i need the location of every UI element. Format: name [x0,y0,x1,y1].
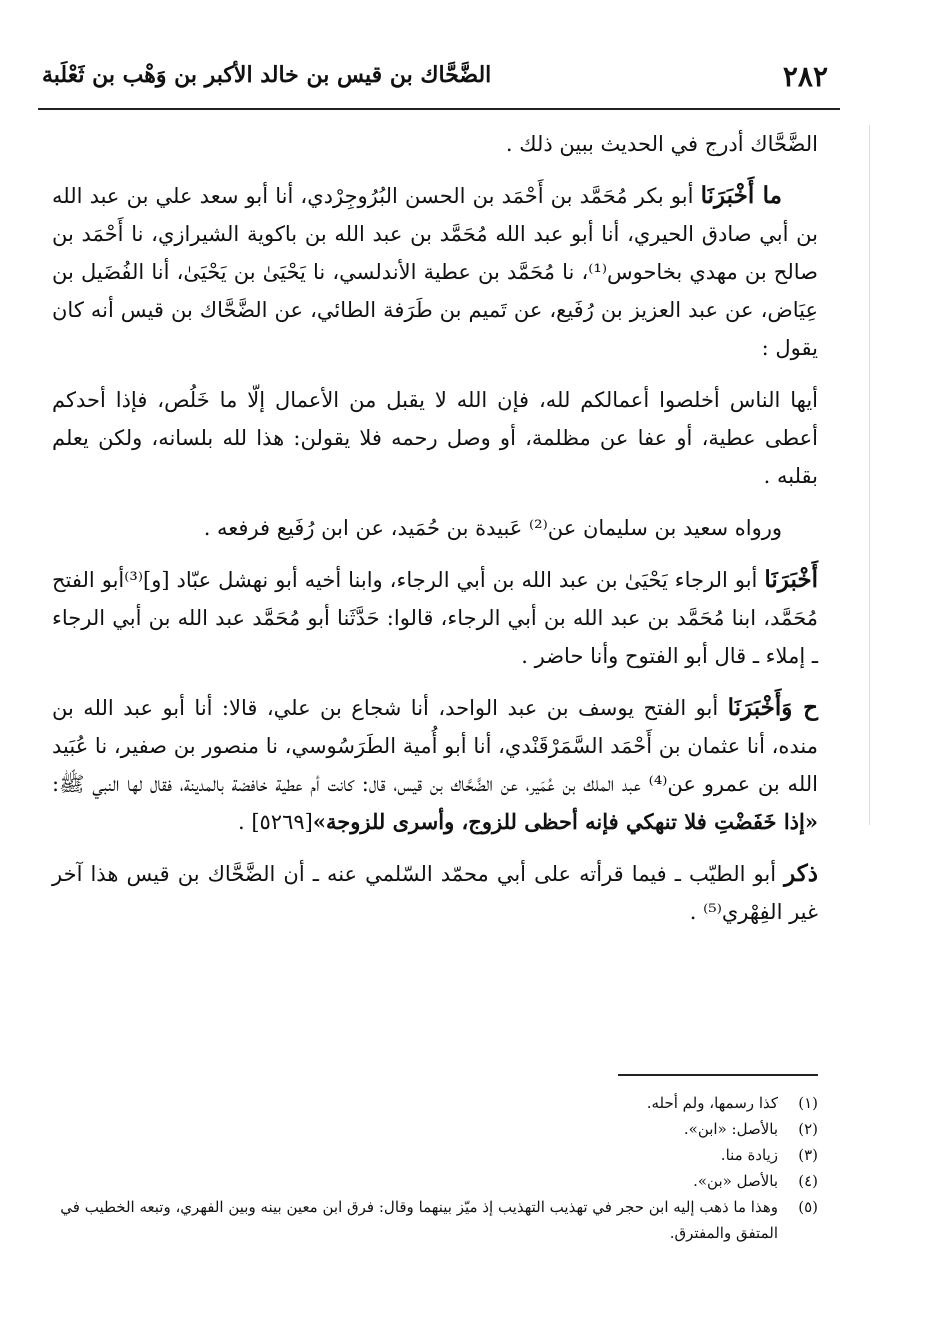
paragraph [52,561,818,675]
paragraph [52,381,818,495]
paragraph [52,689,818,841]
paragraph-lead: ما أَخْبَرَنَا [700,182,782,209]
main-text [52,125,818,945]
page-number: ٢٨٢ [782,60,828,93]
paragraph-text: أبو الفتح يوسف بن عبد الواحد، أنا شجاع بن علي، قالا: أنا أبو عبد الله بن منده، أنا عثمان بن أَحْمَد السَّمَرْقَنْدي، أنا أبو أُمية الطَرَسُوسي، نا منصور بن صفير، نا عُبَيد الله بن عمرو عن⁽⁴⁾ عبد الملك بن عُمَير، عن الضَّحَّاك بن قيس، قال: كانت أم عطية خافضة بالمدينة، فقال لها النبي ﷺ: [52,696,819,796]
paragraph [52,855,818,931]
hadith-quote: «إذا خَفَضْتِ فلا تنهكي فإنه أحظى للزوج، وأسرى للزوجة» [312,809,818,834]
margin-line [869,125,870,825]
footnote [52,1116,818,1142]
footnote-text: زيادة منا. [720,1146,778,1164]
footnote-text: كذا رسمها، ولم أحله. [646,1094,778,1112]
paragraph-tail: [٥٢٦٩] . [237,810,313,834]
paragraph-text: أبو الطيّب ـ فيما قرأته على أبي محمّد السّلمي عنه ـ أن الضَّحَّاك بن قيس هذا آخر غير الفِهْري⁽⁵⁾ . [52,862,818,924]
footnote-number: (١) [798,1094,818,1112]
footnote-text: بالأصل «بن». [693,1172,778,1190]
paragraph [52,125,818,163]
paragraph-lead: أَخْبَرَنَا [764,566,819,593]
footnote-text: بالأصل: «ابن». [683,1120,778,1138]
paragraph-text: أيها الناس أخلصوا أعمالكم لله، فإن الله لا يقبل من الأعمال إلّا ما خَلُص، فإذا أحدكم أعطى عطية، أو عفا عن مظلمة، أو وصل رحمه فلا يقولن: هذا لله بلسانه، ولكن يعلم بقلبه . [52,388,818,488]
paragraph [52,509,818,547]
paragraph-lead: ذكر [784,860,818,887]
footnote [52,1142,818,1168]
footnote [52,1090,818,1116]
footnotes [52,1090,818,1246]
paragraph-text: ورواه سعيد بن سليمان عن⁽²⁾ عَبيدة بن حُمَيد، عن ابن رُفَيع فرفعه . [203,516,782,540]
footnote-text: وهذا ما ذهب إليه ابن حجر في تهذيب التهذيب إذ ميّز بينهما وقال: فرق ابن معين بينه وبين الفهري، وتبعه الخطيب في المتفق والمفترق. [60,1198,778,1242]
footnote [52,1168,818,1194]
paragraph-lead: ح وَأَخْبَرَنَا [727,694,819,721]
footnote-number: (٤) [798,1172,818,1190]
paragraph-text: أبو بكر مُحَمَّد بن أَحْمَد بن الحسن البُرُوجِرْدي، أنا أبو سعد علي بن عبد الله بن أبي صادق الحيري، أنا أبو عبد الله مُحَمَّد بن عبد الله بن باكوية الشيرازي، نا أَحْمَد بن صالح بن مهدي بخاحوس⁽¹⁾، نا مُحَمَّد بن عطية الأندلسي، نا يَحْيَىٰ بن يَحْيَىٰ، أنا الفُضَيل بن عِيَاض، عن عبد العزيز بن رُفَيع، عن تَميم بن طَرَفة الطائي، عن الضَّحَّاك بن قيس أنه كان يقول : [52,184,818,360]
paragraph [52,177,818,367]
footnote-number: (٢) [798,1120,818,1138]
footnote [52,1194,818,1246]
page-header [38,56,840,110]
footnote-number: (٣) [798,1146,818,1164]
paragraph-text: أبو الرجاء يَحْيَىٰ بن عبد الله بن أبي الرجاء، وابنا أخيه أبو نهشل عبّاد [و]⁽³⁾أبو الفتح مُحَمَّد، ابنا مُحَمَّد بن عبد الله بن أبي الرجاء، قالوا: حَدَّثَنا أبو مُحَمَّد عبد الله بن أبي الرجاء ـ إملاء ـ قال أبو الفتوح وأنا حاضر . [52,568,818,668]
paragraph-text: الضَّحَّاك أدرج في الحديث ببين ذلك . [505,132,818,156]
footnote-number: (٥) [798,1198,818,1216]
running-title: الضَّحَّاك بن قيس بن خالد الأكبر بن وَهْب بن ثَعْلَبة [42,62,492,88]
footnote-divider [618,1074,818,1076]
